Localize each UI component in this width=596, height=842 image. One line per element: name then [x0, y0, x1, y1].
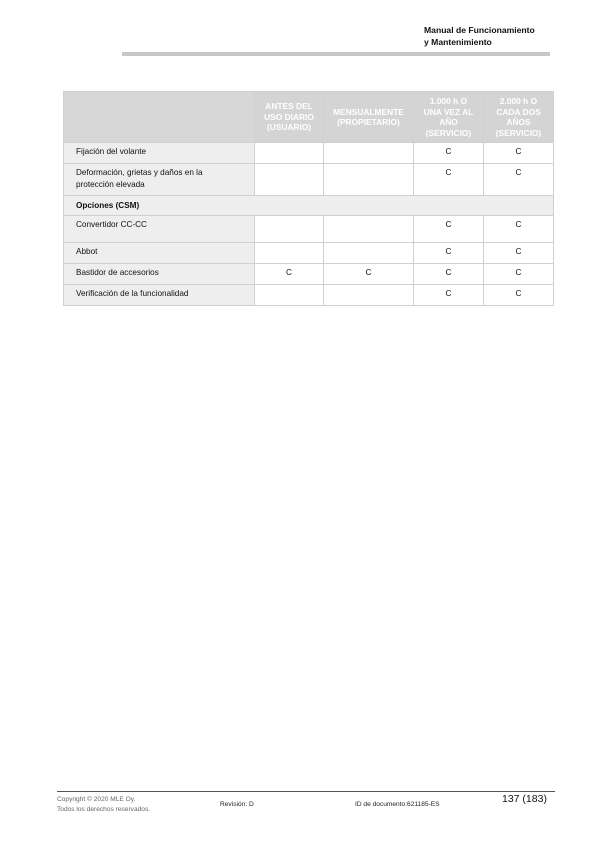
header-text: (PROPIETARIO) — [337, 117, 400, 127]
copyright-line-1: Copyright © 2020 MLE Oy. — [57, 796, 136, 803]
cell-monthly: C — [324, 264, 414, 285]
header-text: USO DIARIO — [264, 111, 314, 122]
cell-monthly — [324, 164, 414, 196]
row-label: Bastidor de accesorios — [64, 264, 255, 285]
document-title — [424, 24, 584, 48]
cell-two-years: C — [484, 216, 554, 243]
row-label: Verificación de la funcionalidad — [64, 285, 255, 306]
table-row — [64, 164, 554, 196]
row-label — [64, 164, 255, 196]
header-text: MENSUALMENTE — [333, 106, 404, 117]
table-row — [64, 143, 554, 164]
cell-monthly — [324, 243, 414, 264]
revision-label: Revisión: D — [220, 801, 254, 808]
table-row — [64, 243, 554, 264]
cell-two-years: C — [484, 143, 554, 164]
cell-yearly: C — [414, 216, 484, 243]
header-text: ANTES DEL — [265, 101, 313, 112]
document-title-line-1: Manual de Funcionamiento — [424, 25, 535, 35]
cell-two-years: C — [484, 243, 554, 264]
cell-yearly: C — [414, 164, 484, 196]
table-row — [64, 264, 554, 285]
header-text: 1.000 h O — [429, 96, 468, 106]
header-cell-daily — [255, 92, 324, 143]
header-text: UNA VEZ AL — [423, 106, 474, 117]
maintenance-table-container — [63, 91, 553, 306]
cell-two-years: C — [484, 264, 554, 285]
footer-divider — [57, 791, 555, 792]
cell-daily: C — [255, 264, 324, 285]
cell-yearly: C — [414, 285, 484, 306]
row-label: Convertidor CC-CC — [64, 216, 255, 243]
cell-yearly: C — [414, 143, 484, 164]
header-text: 2.000 h O — [499, 96, 538, 106]
header-cell-item — [64, 92, 255, 143]
row-label: Fijación del volante — [64, 143, 255, 164]
cell-yearly: C — [414, 264, 484, 285]
header-cell-two-years — [484, 92, 554, 143]
table-header-row — [64, 92, 554, 143]
row-label-line-2: protección elevada — [76, 179, 145, 189]
header-cell-monthly — [324, 92, 414, 143]
header-text: CADA DOS — [496, 106, 541, 117]
cell-daily — [255, 243, 324, 264]
cell-daily — [255, 216, 324, 243]
row-label-line-1: Deformación, grietas y daños en la — [76, 168, 203, 177]
cell-two-years: C — [484, 164, 554, 196]
copyright-notice — [57, 795, 150, 814]
header-text: AÑO — [439, 117, 458, 127]
section-row — [64, 196, 554, 216]
header-text: AÑOS — [506, 117, 531, 127]
copyright-line-2: Todos los derechos reservados. — [57, 805, 151, 813]
document-title-line-2: y Mantenimiento — [424, 37, 492, 47]
section-label: Opciones (CSM) — [64, 196, 554, 216]
cell-monthly — [324, 216, 414, 243]
cell-yearly: C — [414, 243, 484, 264]
cell-two-years: C — [484, 285, 554, 306]
cell-daily — [255, 143, 324, 164]
row-label: Abbot — [64, 243, 255, 264]
table-row — [64, 216, 554, 243]
cell-monthly — [324, 285, 414, 306]
cell-daily — [255, 164, 324, 196]
header-text: (SERVICIO) — [425, 127, 472, 138]
document-id: ID de documento:621185-ES — [355, 801, 440, 808]
page-number: 137 (183) — [502, 793, 547, 805]
table-row — [64, 285, 554, 306]
cell-monthly — [324, 143, 414, 164]
maintenance-schedule-table — [63, 91, 554, 306]
header-cell-yearly — [414, 92, 484, 143]
cell-daily — [255, 285, 324, 306]
header-text: (USUARIO) — [266, 122, 312, 133]
header-text: (SERVICIO) — [495, 127, 542, 138]
header-divider — [122, 52, 550, 56]
